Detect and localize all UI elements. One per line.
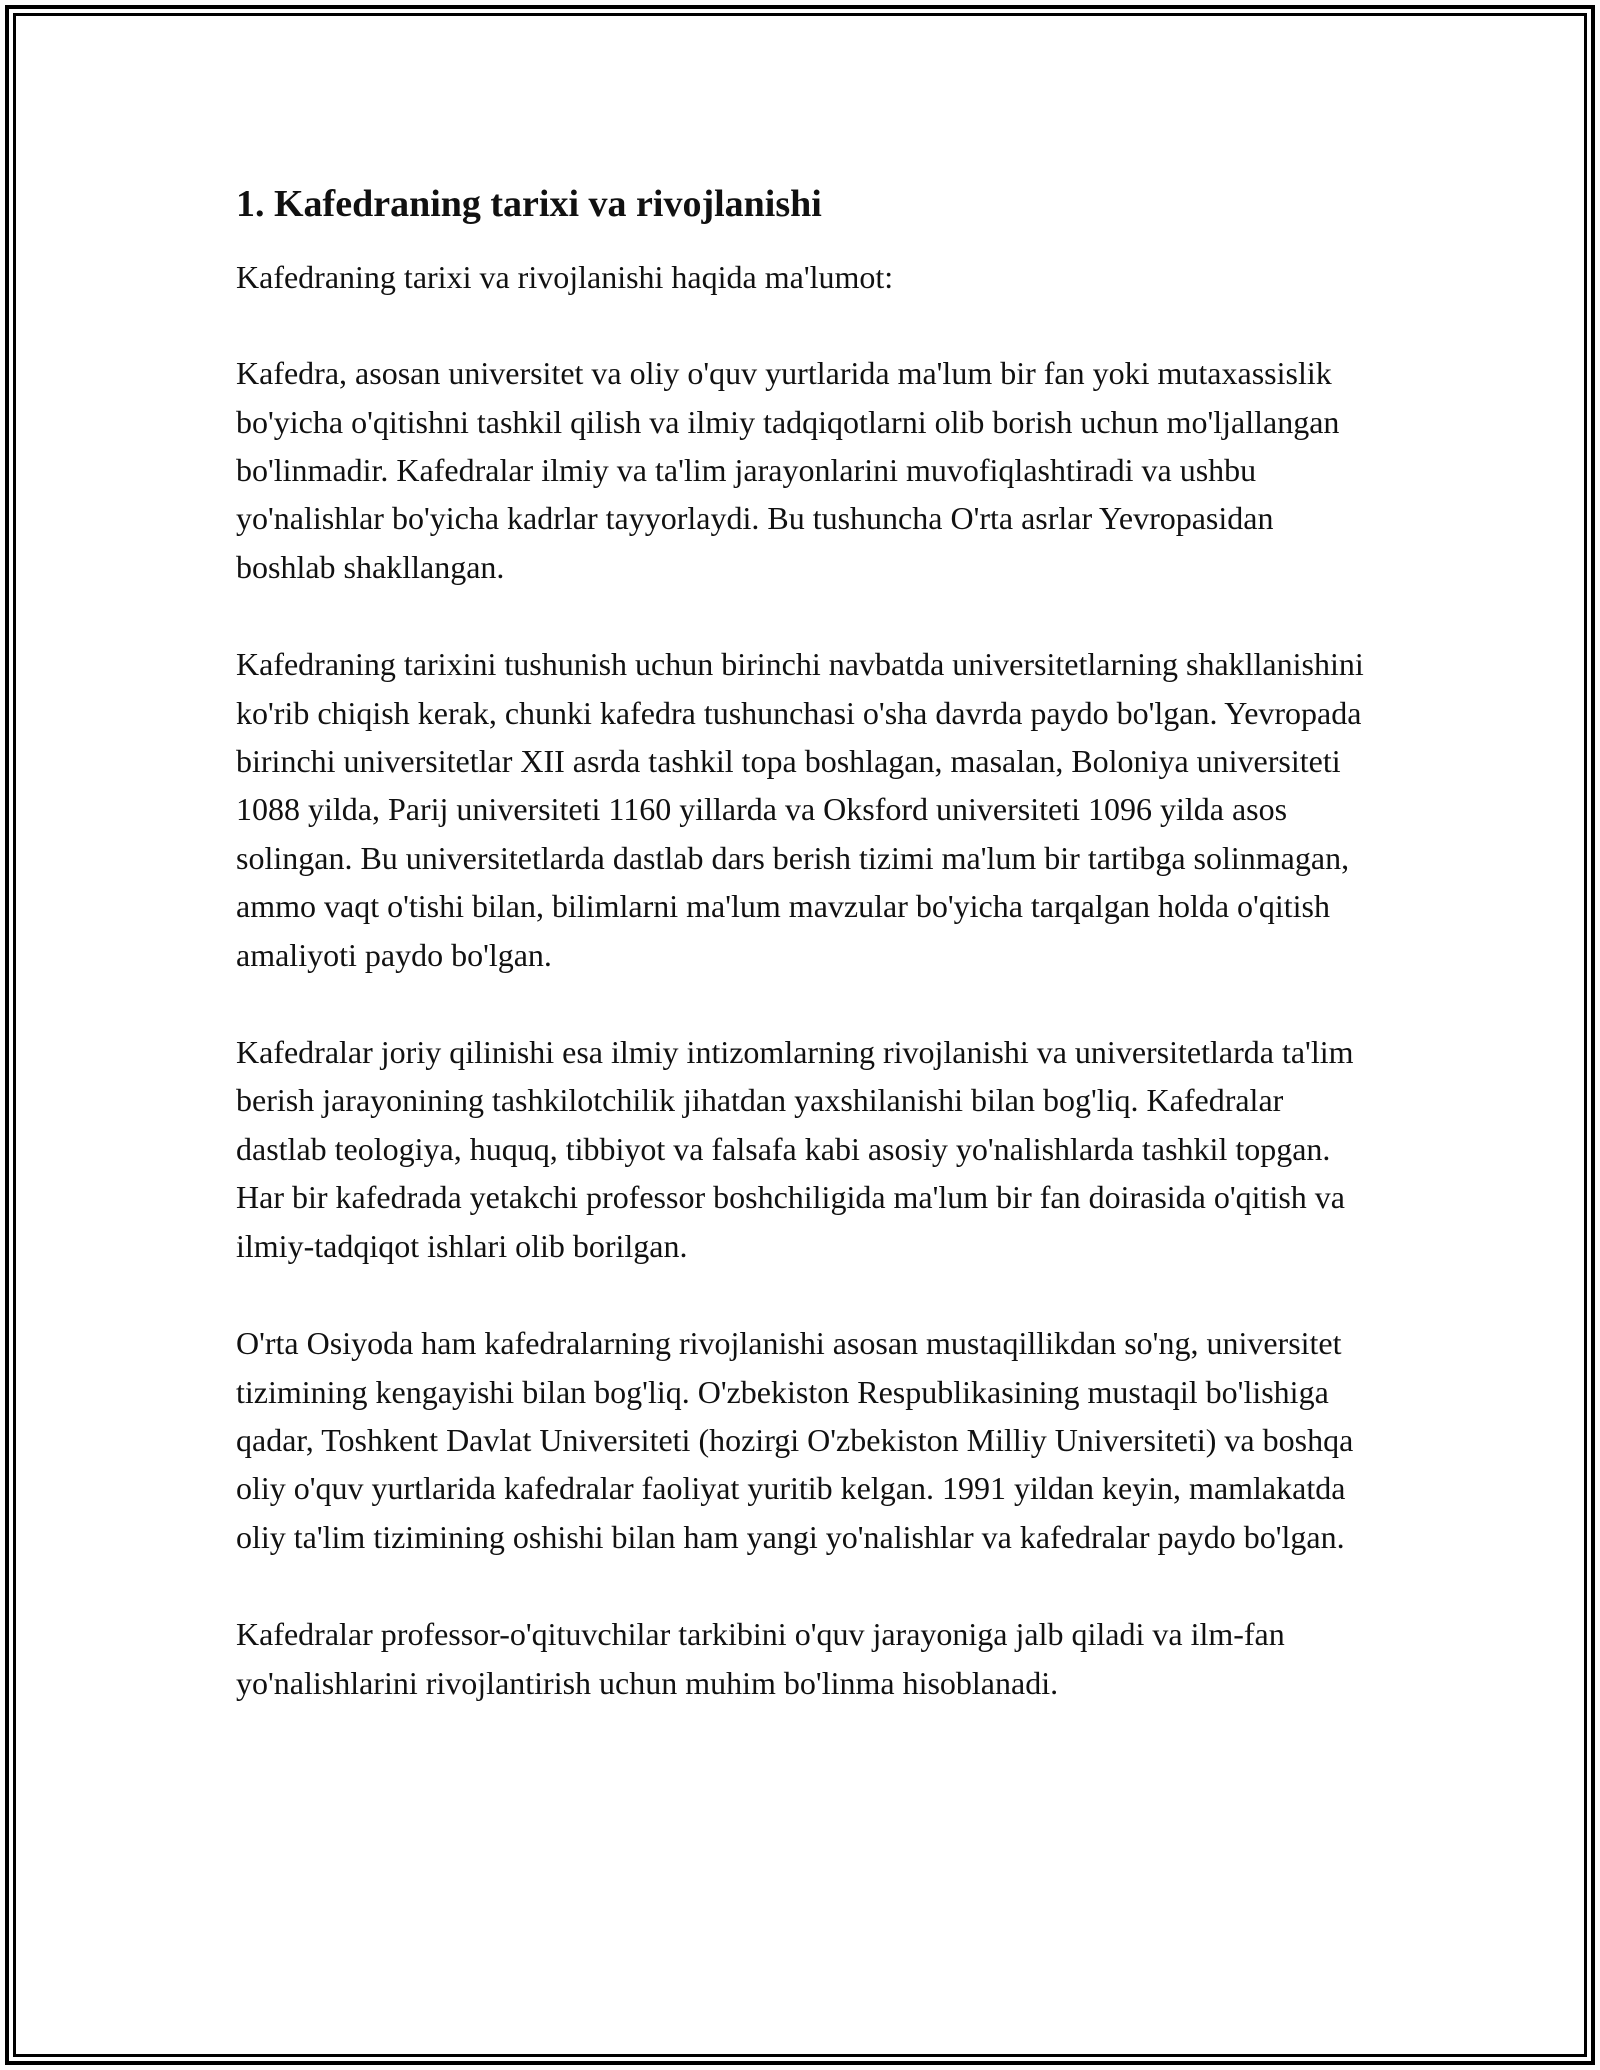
paragraph-4: O'rta Osiyoda ham kafedralarning rivojlanishi asosan mustaqillikdan so'ng, universitet tizimining kengayishi bilan bog'liq. O'zbekiston Respublikasining mustaqil bo'lishiga qadar, Toshkent Davlat Universiteti (hozirgi O'zbekiston Milliy Universiteti) va boshqa oliy o'quv yurtlarida kafedralar faoliyat yuritib kelgan. 1991 yildan keyin, mamlakatda oliy ta'lim tizimining oshishi bilan ham yangi yo'nalishlar va kafedralar paydo bo'lgan. [236,1325,1354,1555]
paragraph-2: Kafedraning tarixini tushunish uchun birinchi navbatda universitetlarning shakllanishini ko'rib chiqish kerak, chunki kafedra tushunchasi o'sha davrda paydo bo'lgan. Yevropada birinchi universitetlar XII asrda tashkil topa boshlagan, masalan, Boloniya universiteti 1088 yilda, Parij universiteti 1160 yillarda va Oksford universiteti 1096 yilda asos solingan. Bu universitetlarda dastlab dars berish tizimi ma'lum bir tartibga solinmagan, ammo vaqt o'tishi bilan, bilimlarni ma'lum mavzular bo'yicha tarqalgan holda o'qitish amaliyoti paydo bo'lgan. [236,646,1364,973]
paragraph-5: Kafedralar professor-o'qituvchilar tarkibini o'quv jarayoniga jalb qiladi va ilm-fan yo'nalishlarini rivojlantirish uchun muhim bo'linma hisoblanadi. [236,1616,1285,1701]
paragraph-1: Kafedra, asosan universitet va oliy o'quv yurtlarida ma'lum bir fan yoki mutaxassislik bo'yicha o'qitishni tashkil qilish va ilmiy tadqiqotlarni olib borish uchun mo'ljallangan bo'linmadir. Kafedralar ilmiy va ta'lim jarayonlarini muvofiqlashtiradi va ushbu yo'nalishlar bo'yicha kadrlar tayyorlaydi. Bu tushuncha O'rta asrlar Yevropasidan boshlab shakllangan. [236,355,1340,585]
intro-line: Kafedraning tarixi va rivojlanishi haqida ma'lumot: [236,259,894,296]
section-title: 1. Kafedraning tarixi va rivojlanishi [236,183,822,225]
paragraph-3: Kafedralar joriy qilinishi esa ilmiy intizomlarning rivojlanishi va universitetlarda ta'lim berish jarayonining tashkilotchilik jihatdan yaxshilanishi bilan bog'liq. Kafedralar dastlab teologiya, huquq, tibbiyot va falsafa kabi asosiy yo'nalishlarda tashkil topgan. Har bir kafedrada yetakchi professor boshchiligida ma'lum bir fan doirasida o'qitish va ilmiy-tadqiqot ishlari olib borilgan. [236,1034,1354,1264]
document-body [236,178,1376,1756]
